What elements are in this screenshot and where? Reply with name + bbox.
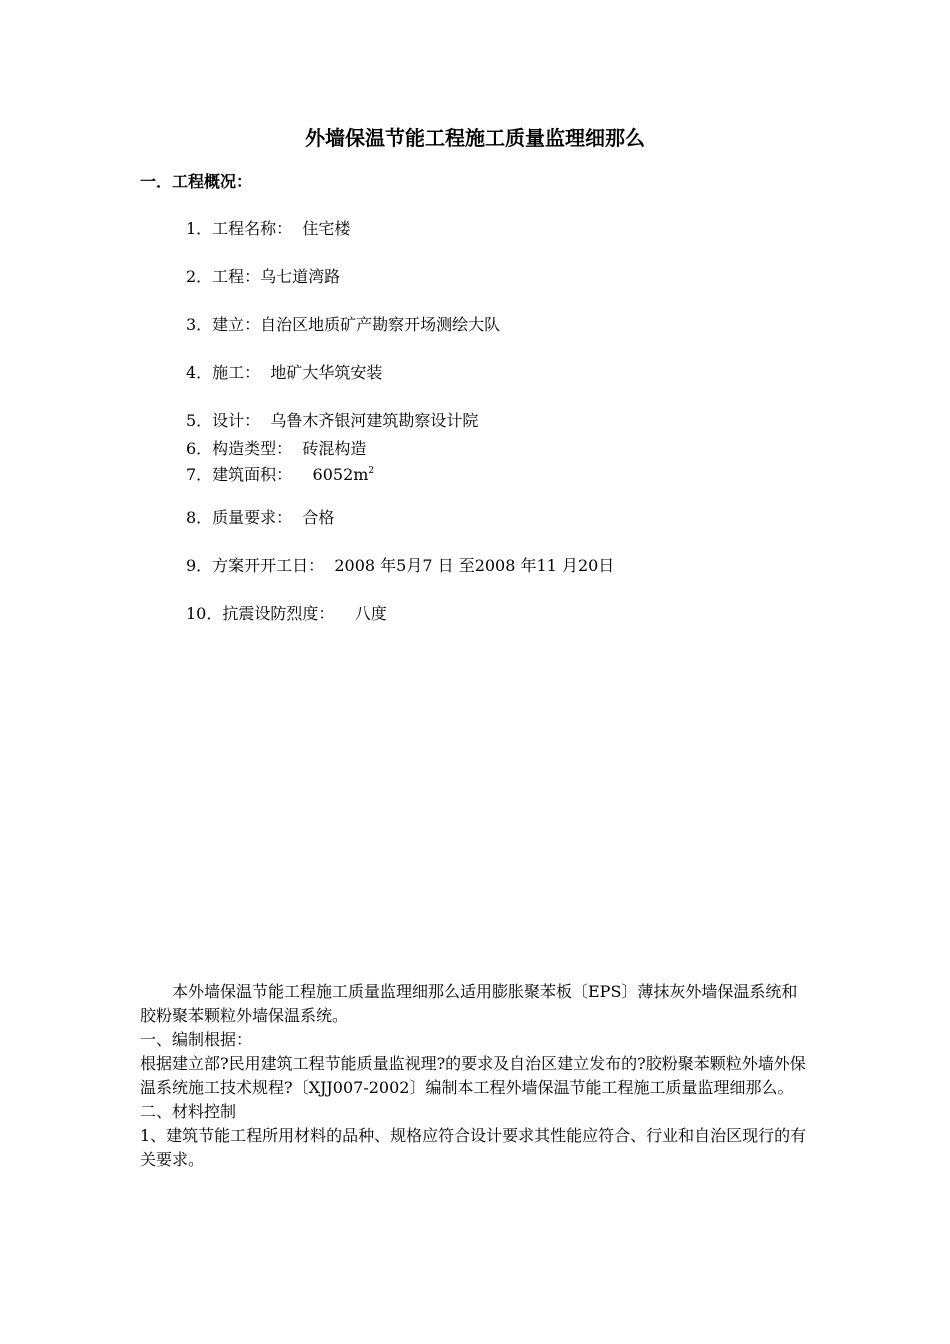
item-quality-requirement: 8．质量要求： 合格 [186,508,335,527]
building-area-text: 7．建筑面积： 6052m [186,465,369,484]
basis-paragraph: 根据建立部?民用建筑工程节能质量监视理?的要求及自治区建立发布的?胶粉聚苯颗粒外墙外保温系统施工技术规程?〔XJJ007-2002〕编制本工程外墙保温节能工程施工质量监理细那么。 [140,1054,806,1097]
basis-heading: 一、编制根据： [140,1030,253,1049]
item-developer: 3．建立：自治区地质矿产勘察开场测绘大队 [186,315,501,334]
material-item-1: 1、建筑节能工程所用材料的品种、规格应符合设计要求其性能应符合、行业和自治区现行的有关要求。 [140,1126,807,1169]
area-unit-superscript: 2 [368,466,375,476]
intro-paragraph: 本外墙保温节能工程施工质量监理细那么适用膨胀聚苯板〔EPS〕薄抹灰外墙保温系统和胶粉聚苯颗粒外墙保温系统。 [140,982,798,1025]
item-project-location: 2．工程：乌七道湾路 [186,267,341,286]
item-schedule: 9．方案开开工日： 2008 年5月7 日 至2008 年11 月20日 [186,556,615,575]
body-section [140,980,812,1172]
item-contractor: 4．施工： 地矿大华筑安装 [186,363,383,382]
item-designer: 5．设计： 乌鲁木齐银河建筑勘察设计院 [186,411,479,430]
material-heading: 二、材料控制 [140,1102,237,1121]
item-seismic-intensity: 10．抗震设防烈度： 八度 [186,604,387,623]
item-structure-type: 6．构造类型： 砖混构造 [186,439,367,458]
document-title: 外墙保温节能工程施工质量监理细那么 [305,126,645,150]
item-building-area [186,463,374,487]
item-project-name: 1．工程名称： 住宅楼 [186,219,351,238]
overview-heading: 一．工程概况： [140,172,253,191]
